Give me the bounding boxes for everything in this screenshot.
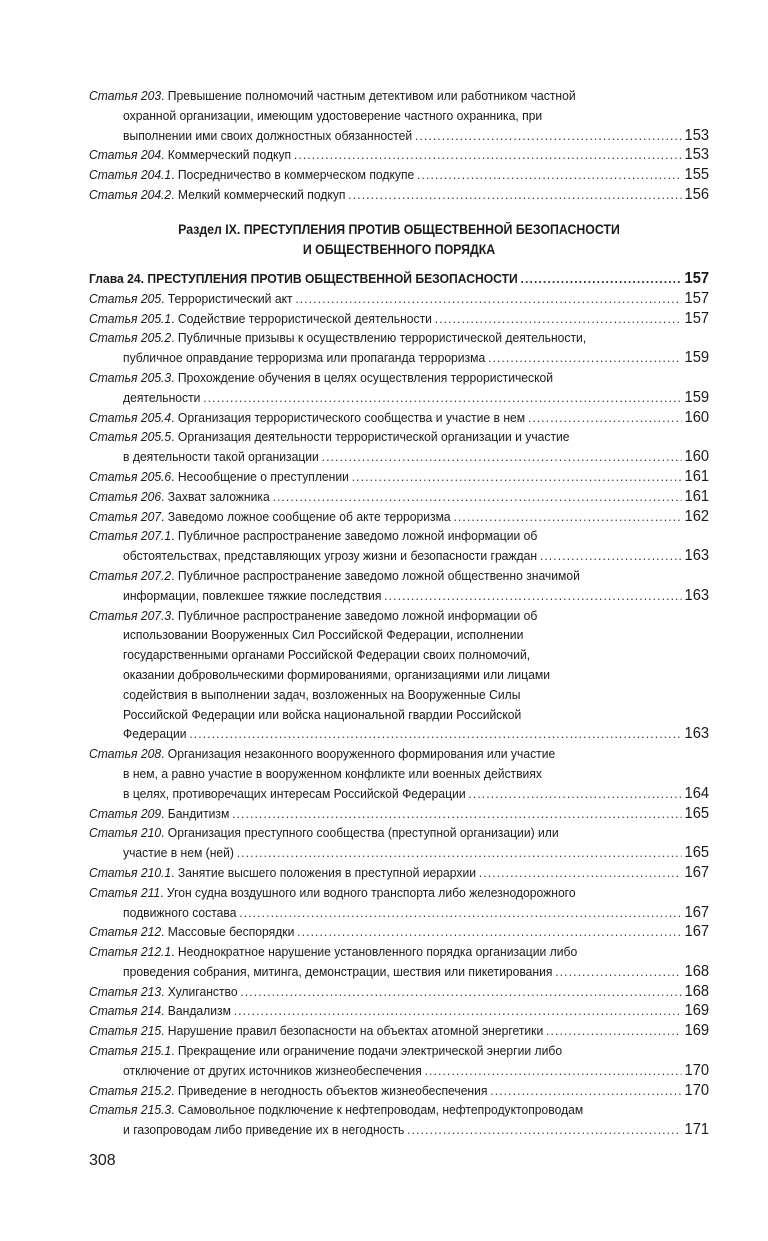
toc-line xyxy=(89,962,709,982)
toc-entry xyxy=(89,467,709,487)
entry-title-line: Посредничество в коммерческом подкупе xyxy=(177,167,415,183)
entry-title-line: Прохождение обучения в целях осуществления террористической xyxy=(177,369,554,385)
toc-line: Статья 205.3 . Прохождение обучения в целях осуществления террористической xyxy=(89,368,709,388)
toc-line xyxy=(89,784,709,804)
toc-line xyxy=(89,586,709,606)
chapter-page: 157 xyxy=(684,270,710,287)
entry-page: 168 xyxy=(684,962,710,980)
toc-entry xyxy=(89,408,709,428)
toc-line xyxy=(89,388,709,408)
entry-title-line: выполнении ими своих должностных обязанностей xyxy=(123,127,413,143)
entry-page: 159 xyxy=(684,388,710,406)
toc-line: Статья 212.1 . Неоднократное нарушение установленного порядка организации либо xyxy=(89,942,709,962)
entry-page: 161 xyxy=(684,487,710,505)
entry-title-line: Нарушение правил безопасности на объектах атомной энергетики xyxy=(167,1023,544,1039)
toc-line: Статья 212 . Массовые беспорядки ..... 167 xyxy=(89,922,709,942)
entry-title-line: Массовые беспорядки xyxy=(167,924,295,940)
article-label: Статья 205.6 xyxy=(89,468,172,484)
entry-title-line: отключение от других источников жизнеобеспечения xyxy=(123,1062,422,1078)
toc-line: Статья 208 . Организация незаконного вооруженного формирования или участие xyxy=(89,744,709,764)
entry-title-line: Коммерческий подкуп xyxy=(167,147,292,163)
toc-entry xyxy=(89,863,709,883)
article-label: Статья 207.1 xyxy=(89,528,172,544)
toc-line xyxy=(89,348,709,368)
entry-page: 168 xyxy=(684,982,710,1000)
toc-line: Статья 205.5 . Организация деятельности террористической организации и участие xyxy=(89,427,709,447)
entry-title-line: Заведомо ложное сообщение об акте терроризма xyxy=(167,508,451,524)
entry-title-line: в деятельности такой организации xyxy=(123,449,319,465)
section-heading-line-2: И ОБЩЕСТВЕННОГО ПОРЯДКА xyxy=(302,241,496,257)
toc-entry xyxy=(89,328,709,368)
toc-line xyxy=(89,903,709,923)
article-label: Статья 215.1 xyxy=(89,1043,172,1059)
toc-line: Статья 214 . Вандализм ..... 169 xyxy=(89,1001,709,1021)
article-label: Статья 205 xyxy=(89,290,162,306)
leader-dots xyxy=(407,1120,682,1140)
toc-line xyxy=(89,126,709,146)
entry-title-line: Организация деятельности террористической организации и участие xyxy=(177,429,570,445)
toc-chapter-block xyxy=(89,269,709,1140)
toc-top-block xyxy=(89,86,709,205)
toc-line xyxy=(89,665,709,685)
toc-line xyxy=(89,447,709,467)
entry-page: 163 xyxy=(684,725,710,743)
leader-dots xyxy=(272,487,681,507)
toc-line: Статья 210 . Организация преступного сообщества (преступной организации) или xyxy=(89,823,709,843)
entry-title-line: Захват заложника xyxy=(167,488,270,504)
entry-page: 155 xyxy=(684,166,710,184)
leader-dots xyxy=(425,1061,682,1081)
article-label: Статья 204.2 xyxy=(89,186,172,202)
toc-entry xyxy=(89,823,709,863)
entry-page: 167 xyxy=(684,863,710,881)
entry-page: 159 xyxy=(684,349,710,367)
leader-dots xyxy=(546,1021,682,1041)
toc-entry xyxy=(89,744,709,803)
entry-page: 164 xyxy=(684,784,710,802)
entry-title-line: подвижного состава xyxy=(123,904,237,920)
toc-line xyxy=(89,106,709,126)
leader-dots xyxy=(234,1001,682,1021)
leader-dots xyxy=(203,388,682,408)
leader-dots xyxy=(415,126,682,146)
leader-dots xyxy=(295,289,681,309)
toc-line xyxy=(89,1061,709,1081)
leader-dots xyxy=(294,145,682,165)
toc-line: Статья 215.1 . Прекращение или ограничение подачи электрической энергии либо xyxy=(89,1041,709,1061)
entry-page: 167 xyxy=(684,923,710,941)
article-label: Статья 205.2 xyxy=(89,330,172,346)
toc-entry xyxy=(89,1100,709,1140)
toc-entry xyxy=(89,145,709,165)
toc-line xyxy=(89,843,709,863)
entry-title-line: содействия в выполнении задач, возложенных на Вооруженные Силы xyxy=(123,686,521,702)
entry-title-line: участие в нем (ней) xyxy=(123,845,234,861)
leader-dots xyxy=(468,784,681,804)
entry-title-line: Российской Федерации или войска национальной гвардии Российской xyxy=(123,706,522,722)
entry-title-line: Публичное распространение заведомо ложной информации об xyxy=(177,607,538,623)
entry-title-line: охранной организации, имеющим удостоверение частного охранника, при xyxy=(123,107,543,123)
entry-page: 160 xyxy=(684,408,710,426)
leader-dots xyxy=(237,843,682,863)
leader-dots xyxy=(239,903,682,923)
article-label: Статья 209 xyxy=(89,805,162,821)
entry-title-line: Бандитизм xyxy=(167,805,230,821)
entry-page: 153 xyxy=(684,126,710,144)
toc-entry xyxy=(89,606,709,745)
leader-dots xyxy=(479,863,682,883)
entry-title-line: в целях, противоречащих интересам Российской Федерации xyxy=(123,785,466,801)
leader-dots xyxy=(297,922,682,942)
article-label: Статья 212.1 xyxy=(89,944,172,960)
article-label: Статья 213 xyxy=(89,983,162,999)
leader-dots xyxy=(352,467,682,487)
toc-line: Статья 207.3 . Публичное распространение заведомо ложной информации об xyxy=(89,606,709,626)
article-label: Статья 208 xyxy=(89,746,162,762)
toc-line: Статья 205.1 . Содействие террористической деятельности ..... 157 xyxy=(89,309,709,329)
article-label: Статья 211 xyxy=(89,884,161,900)
entry-title-line: Мелкий коммерческий подкуп xyxy=(177,186,346,202)
toc-line: Статья 215 . Нарушение правил безопасности на объектах атомной энергетики ..... 169 xyxy=(89,1021,709,1041)
toc-line xyxy=(89,705,709,725)
entry-title-line: информации, повлекшее тяжкие последствия xyxy=(123,587,382,603)
toc-entry xyxy=(89,309,709,329)
chapter-entry xyxy=(89,269,709,289)
entry-page: 165 xyxy=(684,804,710,822)
toc-line: Статья 204.2 . Мелкий коммерческий подкуп ..... 156 xyxy=(89,185,709,205)
entry-page: 160 xyxy=(684,448,710,466)
entry-title-line: Публичное распространение заведомо ложной общественно значимой xyxy=(177,567,580,583)
entry-title-line: Самовольное подключение к нефтепроводам, нефтепродуктопроводам xyxy=(177,1102,584,1118)
entry-title-line: Хулиганство xyxy=(167,983,238,999)
entry-title-line: оказании добровольческими формированиями, организациями или лицами xyxy=(123,666,550,682)
entry-title-line: Содействие террористической деятельности xyxy=(177,310,432,326)
entry-page: 165 xyxy=(684,844,710,862)
article-label: Статья 205.5 xyxy=(89,429,172,445)
toc-line xyxy=(89,685,709,705)
article-label: Статья 205.4 xyxy=(89,409,172,425)
article-label: Статья 206 xyxy=(89,488,162,504)
toc-line xyxy=(89,546,709,566)
entry-title-line: Вандализм xyxy=(167,1003,231,1019)
entry-title-line: деятельности xyxy=(123,389,201,405)
leader-dots xyxy=(555,962,682,982)
entry-page: 169 xyxy=(684,1022,710,1040)
entry-page: 163 xyxy=(684,586,710,604)
entry-page: 170 xyxy=(684,1081,710,1099)
entry-title-line: и газопроводам либо приведение их в негодность xyxy=(123,1122,405,1138)
entry-title-line: Террористический акт xyxy=(167,290,293,306)
toc-line xyxy=(89,1120,709,1140)
entry-page: 153 xyxy=(684,146,710,164)
toc-line: Статья 205 . Террористический акт ..... 157 xyxy=(89,289,709,309)
toc-line: Статья 204.1 . Посредничество в коммерческом подкупе ..... 155 xyxy=(89,165,709,185)
leader-dots xyxy=(189,724,681,744)
toc-entry xyxy=(89,86,709,145)
entry-title-line: Неоднократное нарушение установленного порядка организации либо xyxy=(177,944,578,960)
toc-entry xyxy=(89,1021,709,1041)
toc-line: Статья 203 . Превышение полномочий частным детективом или работником частной xyxy=(89,86,709,106)
leader-dots xyxy=(435,309,682,329)
entry-title-line: Публичные призывы к осуществлению террористической деятельности, xyxy=(177,330,587,346)
article-label: Статья 205.1 xyxy=(89,310,172,326)
leader-dots xyxy=(453,507,681,527)
toc-line xyxy=(89,764,709,784)
toc-line xyxy=(89,645,709,665)
toc-entry xyxy=(89,1041,709,1081)
entry-page: 163 xyxy=(684,547,710,565)
article-label: Статья 207.3 xyxy=(89,607,172,623)
entry-page: 167 xyxy=(684,903,710,921)
section-heading xyxy=(89,220,709,259)
article-label: Статья 215.2 xyxy=(89,1082,172,1098)
leader-dots xyxy=(488,348,682,368)
entry-title-line: Организация террористического сообщества и участие в нем xyxy=(177,409,526,425)
toc-entry xyxy=(89,289,709,309)
toc-entry xyxy=(89,982,709,1002)
toc-entry xyxy=(89,427,709,467)
leader-dots xyxy=(417,165,682,185)
toc-line: Статья 211 . Угон судна воздушного или водного транспорта либо железнодорожного xyxy=(89,883,709,903)
entry-title-line: обстоятельствах, представляющих угрозу жизни и безопасности граждан xyxy=(123,548,538,564)
toc-entry xyxy=(89,942,709,982)
toc-line: Статья 205.6 . Несообщение о преступлении ..... 161 xyxy=(89,467,709,487)
leader-dots xyxy=(348,185,681,205)
toc-line: Статья 205.4 . Организация террористического сообщества и участие в нем ..... 160 xyxy=(89,408,709,428)
toc-entry xyxy=(89,368,709,408)
entry-title-line: Угон судна воздушного или водного транспорта либо железнодорожного xyxy=(166,884,576,900)
entry-page: 157 xyxy=(684,289,710,307)
entry-page: 161 xyxy=(684,467,710,485)
toc-line xyxy=(89,724,709,744)
toc-entry xyxy=(89,804,709,824)
leader-dots xyxy=(240,982,681,1002)
toc-entry xyxy=(89,487,709,507)
entry-title-line: Организация незаконного вооруженного формирования или участие xyxy=(167,746,556,762)
page-number: 308 xyxy=(89,1152,116,1169)
toc-line: Статья 215.3 . Самовольное подключение к нефтепроводам, нефтепродуктопроводам xyxy=(89,1100,709,1120)
leader-dots xyxy=(540,546,682,566)
toc-entry xyxy=(89,922,709,942)
article-label: Статья 207.2 xyxy=(89,567,172,583)
section-heading-line-1: Раздел IX. ПРЕСТУПЛЕНИЯ ПРОТИВ ОБЩЕСТВЕННОЙ БЕЗОПАСНОСТИ xyxy=(178,222,620,237)
entry-page: 170 xyxy=(684,1061,710,1079)
chapter-title: Глава 24. ПРЕСТУПЛЕНИЯ ПРОТИВ ОБЩЕСТВЕННОЙ БЕЗОПАСНОСТИ xyxy=(89,271,518,286)
toc-line: Статья 206 . Захват заложника ..... 161 xyxy=(89,487,709,507)
article-label: Статья 205.3 xyxy=(89,369,172,385)
article-label: Статья 212 xyxy=(89,924,162,940)
toc-line: Статья 209 . Бандитизм ..... 165 xyxy=(89,804,709,824)
toc-entry xyxy=(89,185,709,205)
entry-page: 157 xyxy=(684,309,710,327)
entry-page: 169 xyxy=(684,1002,710,1020)
toc-line: Статья 207 . Заведомо ложное сообщение об акте терроризма ..... 162 xyxy=(89,507,709,527)
article-label: Статья 215 xyxy=(89,1023,162,1039)
article-label: Статья 214 xyxy=(89,1003,162,1019)
leader-dots xyxy=(521,269,682,289)
article-label: Статья 203 xyxy=(89,88,162,103)
toc-line: Статья 207.1 . Публичное распространение заведомо ложной информации об xyxy=(89,526,709,546)
leader-dots xyxy=(232,804,682,824)
leader-dots xyxy=(528,408,682,428)
toc-line: Статья 210.1 . Занятие высшего положения в преступной иерархии ..... 167 xyxy=(89,863,709,883)
entry-title-line: Приведение в негодность объектов жизнеобеспечения xyxy=(177,1082,488,1098)
leader-dots xyxy=(490,1081,682,1101)
entry-title-line: Несообщение о преступлении xyxy=(177,468,349,484)
entry-page: 171 xyxy=(684,1121,710,1139)
entry-title-line: проведения собрания, митинга, демонстрации, шествия или пикетирования xyxy=(123,963,553,979)
leader-dots xyxy=(384,586,682,606)
entry-title-line: Федерации xyxy=(123,726,187,742)
leader-dots xyxy=(322,447,682,467)
toc-line: Статья 207.2 . Публичное распространение заведомо ложной общественно значимой xyxy=(89,566,709,586)
toc-entry xyxy=(89,526,709,566)
toc-line xyxy=(89,625,709,645)
article-label: Статья 210.1 xyxy=(89,864,172,880)
toc-entry xyxy=(89,883,709,923)
article-label: Статья 204.1 xyxy=(89,167,172,183)
entry-title-line: Организация преступного сообщества (преступной организации) или xyxy=(167,825,559,841)
toc-entry xyxy=(89,507,709,527)
toc-line: Статья 205.2 . Публичные призывы к осуществлению террористической деятельности, xyxy=(89,328,709,348)
article-label: Статья 204 xyxy=(89,147,162,163)
entry-title-line: Прекращение или ограничение подачи электрической энергии либо xyxy=(177,1043,563,1059)
entry-title-line: Публичное распространение заведомо ложной информации об xyxy=(177,528,538,544)
entry-title-line: государственными органами Российской Федерации своих полномочий, xyxy=(123,647,531,663)
entry-title-line: Превышение полномочий частным детективом или работником частной xyxy=(167,88,576,103)
toc-entry xyxy=(89,165,709,185)
article-label: Статья 215.3 xyxy=(89,1102,172,1118)
entry-title-line: Занятие высшего положения в преступной иерархии xyxy=(177,864,477,880)
entry-title-line: в нем, а равно участие в вооруженном конфликте или военных действиях xyxy=(123,765,542,781)
toc-line: Статья 213 . Хулиганство ..... 168 xyxy=(89,982,709,1002)
toc-entry xyxy=(89,566,709,606)
entry-title-line: публичное оправдание терроризма или пропаганда терроризма xyxy=(123,350,486,366)
article-label: Статья 210 xyxy=(89,825,162,841)
toc-entry xyxy=(89,1001,709,1021)
toc-line: Статья 204 . Коммерческий подкуп ..... 153 xyxy=(89,145,709,165)
toc-entry xyxy=(89,1081,709,1101)
toc-line: Статья 215.2 . Приведение в негодность объектов жизнеобеспечения ..... 170 xyxy=(89,1081,709,1101)
entry-page: 162 xyxy=(684,507,710,525)
article-label: Статья 207 xyxy=(89,508,162,524)
entry-page: 156 xyxy=(684,185,710,203)
entry-title-line: использовании Вооруженных Сил Российской Федерации, исполнении xyxy=(123,627,524,643)
